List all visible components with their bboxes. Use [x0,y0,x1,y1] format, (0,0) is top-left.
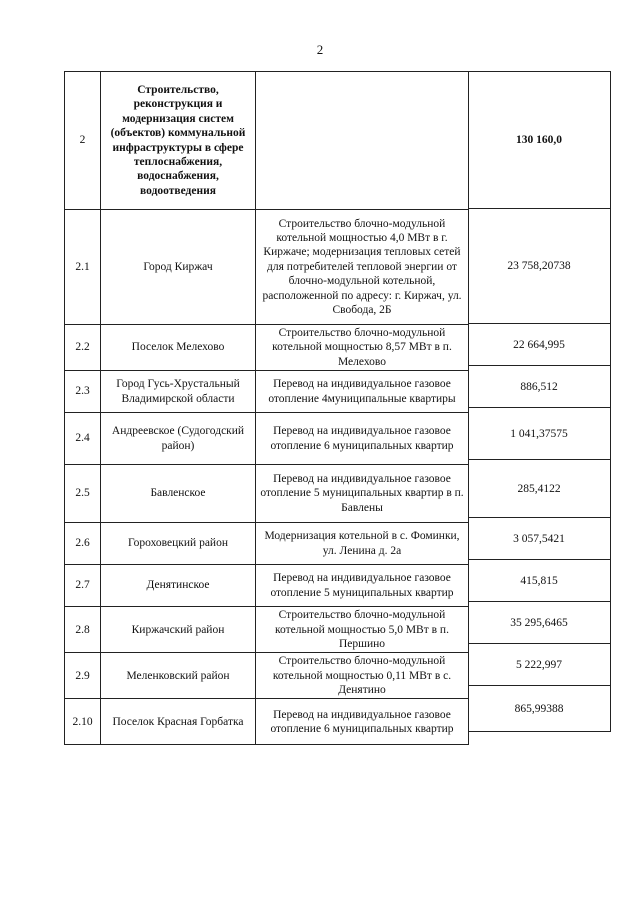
row-recipient: Строительство, реконструкция и модернизация систем (объектов) коммунальной инфраструктуры в сфере теплоснабжения, водоснабжения, водоотведения [101,72,256,210]
row-number: 2.10 [65,699,101,745]
row-description: Строительство блочно-модульной котельной мощностью 0,11 МВт в с. Денятино [256,653,469,699]
row-number: 2.7 [65,565,101,607]
row-amount: 285,4122 [468,460,611,518]
row-amount: 22 664,995 [468,324,611,366]
amount-column [468,71,611,732]
table-row [65,565,469,607]
row-number: 2.2 [65,325,101,371]
row-number: 2.8 [65,607,101,653]
row-amount: 415,815 [468,560,611,602]
row-description [256,72,469,210]
row-amount: 886,512 [468,366,611,408]
row-description: Модернизация котельной в с. Фоминки, ул. Ленина д. 2а [256,523,469,565]
row-recipient: Денятинское [101,565,256,607]
row-description: Строительство блочно-модульной котельной мощностью 5,0 МВт в п. Першино [256,607,469,653]
row-amount: 865,99388 [468,686,611,732]
row-recipient: Город Гусь-Хрустальный Владимирской области [101,371,256,413]
row-recipient: Андреевское (Судогодский район) [101,413,256,465]
row-number: 2.5 [65,465,101,523]
row-description: Строительство блочно-модульной котельной мощностью 8,57 МВт в п. Мелехово [256,325,469,371]
row-recipient: Поселок Мелехово [101,325,256,371]
row-amount: 1 041,37575 [468,408,611,460]
table-row [65,523,469,565]
table-row [65,413,469,465]
page-number: 2 [316,42,324,57]
row-recipient: Поселок Красная Горбатка [101,699,256,745]
row-amount: 5 222,997 [468,644,611,686]
row-number: 2.6 [65,523,101,565]
row-amount: 35 295,6465 [468,602,611,644]
row-number: 2.3 [65,371,101,413]
row-description: Строительство блочно-модульной котельной мощностью 4,0 МВт в г. Киржаче; модернизация тепловых сетей для потребителей тепловой энергии от блочно-модульной котельной, расположенной по адресу: г. Киржач, ул. Свобода, 2Б [256,210,469,325]
row-amount: 3 057,5421 [468,518,611,560]
budget-table [64,71,469,745]
row-number: 2.1 [65,210,101,325]
table-row [65,607,469,653]
row-number: 2 [65,72,101,210]
row-description: Перевод на индивидуальное газовое отопление 6 муниципальных квартир [256,413,469,465]
row-description: Перевод на индивидуальное газовое отопление 5 муниципальных квартир в п. Бавлены [256,465,469,523]
table-row [65,653,469,699]
table-row [65,325,469,371]
row-recipient: Киржачский район [101,607,256,653]
table-row [65,210,469,325]
row-number: 2.9 [65,653,101,699]
row-description: Перевод на индивидуальное газовое отопление 6 муниципальных квартир [256,699,469,745]
row-description: Перевод на индивидуальное газовое отопление 4муниципальные квартиры [256,371,469,413]
table-row [65,699,469,745]
table-row [65,371,469,413]
row-recipient: Город Киржач [101,210,256,325]
row-recipient: Бавленское [101,465,256,523]
table-row [65,465,469,523]
row-recipient: Меленковский район [101,653,256,699]
row-description: Перевод на индивидуальное газовое отопление 5 муниципальных квартир [256,565,469,607]
table-row [65,72,469,210]
row-number: 2.4 [65,413,101,465]
row-amount: 130 160,0 [468,71,611,209]
row-recipient: Гороховецкий район [101,523,256,565]
row-amount: 23 758,20738 [468,209,611,324]
